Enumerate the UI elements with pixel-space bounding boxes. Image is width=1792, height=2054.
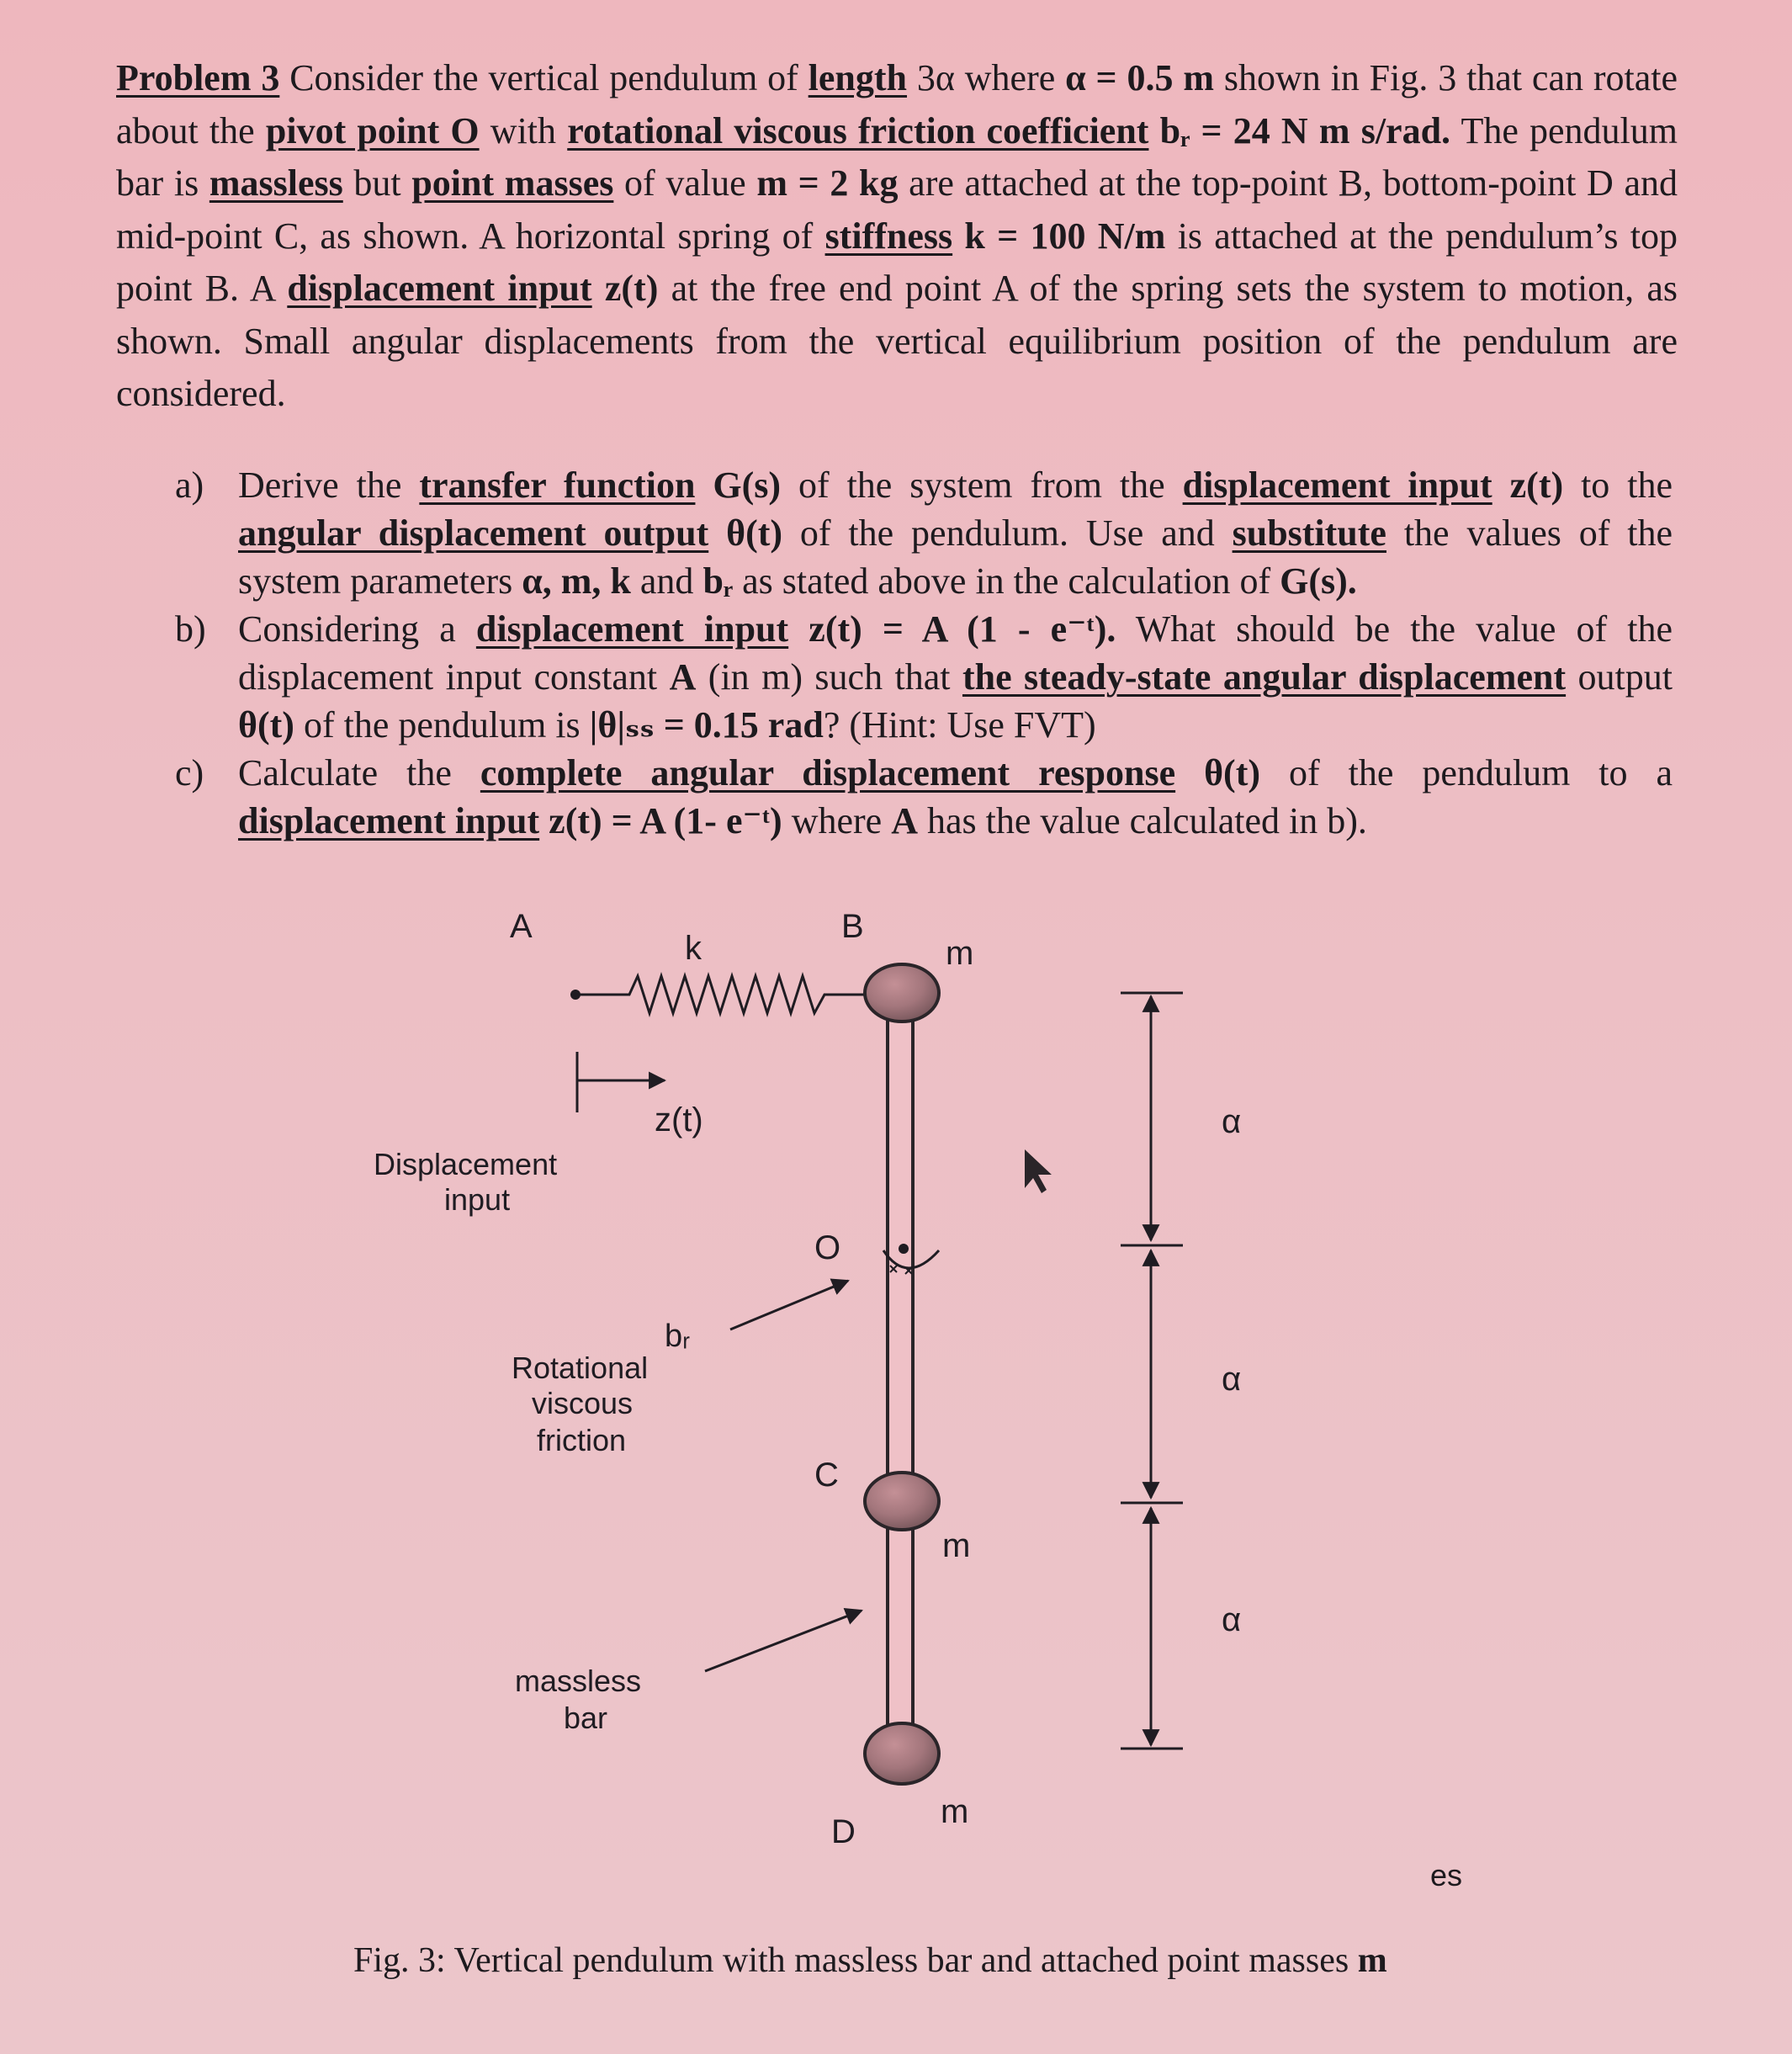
text: and [630, 560, 703, 602]
text: is attached at the pendulum’s top point B. A [116, 215, 1678, 309]
text: The pendulum bar is [116, 109, 1678, 204]
term: z(t) = A (1 - e⁻ᵗ). [809, 608, 1116, 650]
problem-heading: Problem 3 [116, 57, 280, 98]
text: (in m) such that [696, 656, 962, 698]
label-rotational-3: friction [537, 1423, 627, 1457]
bar-outline [888, 995, 913, 1754]
mass-D [865, 1723, 939, 1784]
mass-B [865, 964, 939, 1022]
text: shown in Fig. 3 that can rotate about the [116, 57, 1678, 151]
question-label: c) [175, 752, 204, 793]
stray-mark: es [1430, 1858, 1463, 1892]
text: at the free end point A of the spring sets the system to motion, as shown. Small angular displacements from the vertical equilibrium position of the pendulum are considered. [116, 268, 1678, 414]
massless-pointer-arrow [705, 1611, 862, 1671]
term-massless: massless [209, 162, 343, 204]
label-D: D [831, 1813, 856, 1850]
term: angular displacement output [238, 512, 709, 554]
text: of the pendulum to a [1260, 752, 1673, 793]
term: G(s) [713, 464, 782, 506]
figure-caption [353, 1940, 1447, 1981]
term: z(t) [1509, 464, 1564, 506]
term: displacement input [238, 800, 540, 841]
text: but [342, 162, 412, 204]
label-massless-1: massless [515, 1664, 642, 1698]
caption-bold: m [1357, 1941, 1387, 1980]
mouse-cursor-icon [1025, 1149, 1052, 1193]
term: θ(t) [238, 704, 294, 746]
label-O: O [814, 1229, 841, 1266]
spring-coil [575, 976, 875, 1013]
term: A [891, 800, 918, 841]
text: where [782, 800, 892, 841]
term: G(s). [1280, 560, 1357, 602]
spring [570, 976, 875, 1013]
term-friction: rotational viscous friction coefficient [567, 109, 1149, 151]
caption-text: Fig. 3: Vertical pendulum with massless bar and attached point masses [353, 1941, 1358, 1980]
label-rotational-2: viscous [532, 1386, 634, 1420]
term-point-masses: point masses [411, 162, 614, 204]
text: output [1566, 656, 1673, 698]
value-m: m = 2 kg [756, 162, 899, 204]
label-k: k [685, 930, 702, 967]
pivot-point [899, 1244, 909, 1254]
question-label: b) [175, 608, 206, 650]
term-pivot: pivot point O [265, 109, 480, 151]
text: of the pendulum. Use and [782, 512, 1233, 554]
value-alpha: α = 0.5 m [1065, 57, 1214, 98]
term: transfer function [419, 464, 696, 506]
term: the steady-state angular displacement [962, 656, 1567, 698]
text: the values of the system parameters [238, 512, 1673, 602]
text: are attached at the top-point B, bottom-point D and mid-point C, as shown. A horizontal spring of [116, 162, 1678, 257]
text: Calculate the [238, 752, 480, 793]
text: ? (Hint: Use FVT) [823, 704, 1096, 746]
label-alpha-1: α [1222, 1103, 1242, 1140]
text: to the [1563, 464, 1673, 506]
mass-C [865, 1473, 939, 1530]
label-m-mid: m [942, 1527, 971, 1564]
term: bᵣ [702, 560, 734, 602]
question-label: a) [175, 464, 204, 506]
term: A [669, 656, 697, 698]
text: of the system from the [781, 464, 1183, 506]
text: Derive the [238, 464, 420, 506]
label-B: B [841, 908, 864, 945]
text: as stated above in the calculation of [733, 560, 1280, 602]
dimension-lines [1121, 993, 1183, 1749]
term: α, m, k [522, 560, 631, 602]
label-alpha-2: α [1222, 1361, 1242, 1398]
label-A: A [510, 908, 533, 945]
term: substitute [1232, 512, 1386, 554]
text: has the value calculated in b). [917, 800, 1367, 841]
label-C: C [814, 1457, 839, 1494]
label-br: bᵣ [665, 1319, 691, 1354]
text: 3α where [907, 57, 1066, 98]
displacement-arrow [577, 1052, 665, 1112]
label-displacement-2: input [444, 1182, 511, 1217]
term: θ(t) [726, 512, 783, 554]
friction-pointer-arrow [730, 1281, 848, 1330]
text: Considering a [238, 608, 476, 650]
text: What should be the value of the displacement input constant [238, 608, 1673, 698]
value-k: k = 100 N/m [964, 215, 1166, 257]
label-m-bot: m [941, 1793, 969, 1830]
text: Consider the vertical pendulum of [279, 57, 809, 98]
term: complete angular displacement response [480, 752, 1176, 793]
label-alpha-3: α [1222, 1601, 1242, 1638]
label-displacement-1: Displacement [374, 1147, 558, 1181]
term: displacement input [1182, 464, 1492, 506]
term: displacement input [475, 608, 789, 650]
term: θ(t) [1204, 752, 1261, 793]
term-stiffness: stiffness [824, 215, 953, 257]
text: of the pendulum is [294, 704, 590, 746]
value-zt: z(t) [604, 268, 659, 309]
term-length: length [808, 57, 908, 98]
value-br: bᵣ = 24 N m s/rad. [1159, 109, 1451, 151]
term: z(t) = A (1- e⁻ᵗ) [549, 800, 782, 841]
label-m-top: m [946, 935, 974, 972]
label-zt: z(t) [655, 1101, 703, 1138]
label-massless-2: bar [564, 1701, 608, 1735]
term: |θ|ₛₛ = 0.15 rad [589, 704, 824, 746]
text: with [479, 109, 568, 151]
pendulum-bar [888, 995, 913, 1754]
text: of value [613, 162, 757, 204]
label-rotational-1: Rotational [512, 1351, 649, 1385]
term-displacement-input: displacement input [287, 268, 592, 309]
